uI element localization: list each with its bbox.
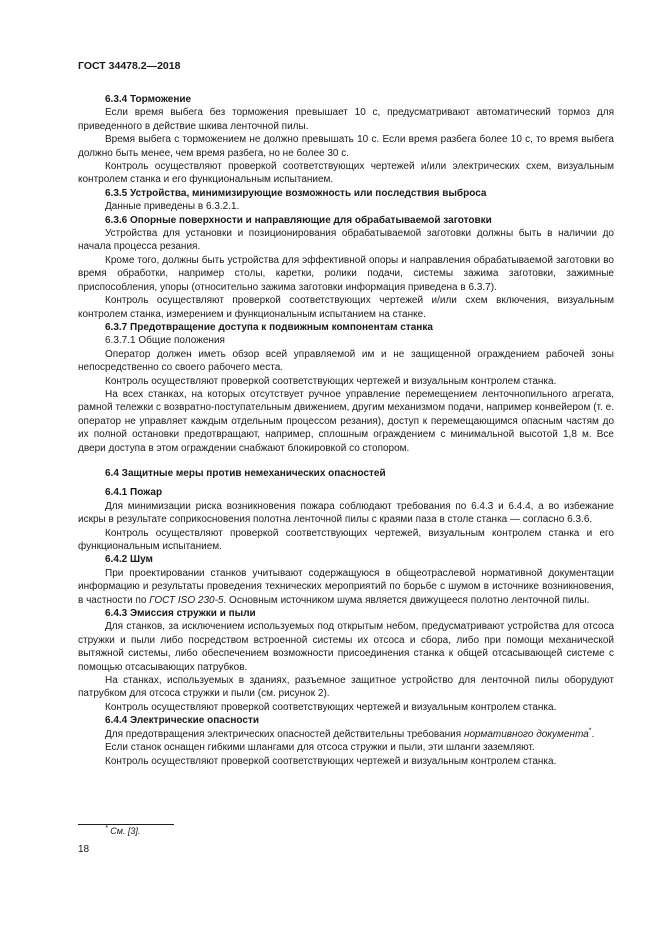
- section-heading-6-4: 6.4 Защитные меры против немеханических опасностей: [105, 467, 386, 479]
- footnote-divider: [78, 824, 174, 825]
- paragraph-text: Для предотвращения электрических опасностей действительны требования: [105, 728, 464, 740]
- section-heading-6-3-5: 6.3.5 Устройства, минимизирующие возможность или последствия выброса: [105, 187, 487, 199]
- section-heading-6-4-1: 6.4.1 Пожар: [105, 487, 163, 499]
- document-body: [78, 93, 614, 768]
- paragraph: Устройства для установки и позиционирования обрабатываемой заготовки должны быть в наличии до начала процесса резания.: [78, 228, 614, 253]
- footnote: [105, 826, 140, 836]
- paragraph: Контроль осуществляют проверкой соответствующих чертежей и/или схем включения, визуальным контролем станка, измерением и функциональным испытанием на станке.: [78, 295, 614, 320]
- paragraph: Контроль осуществляют проверкой соответствующих чертежей и визуальным контролем станка.: [105, 755, 557, 767]
- paragraph: Контроль осуществляют проверкой соответствующих чертежей и визуальным контролем станка.: [105, 701, 557, 713]
- paragraph: Данные приведены в 6.3.2.1.: [105, 201, 240, 213]
- paragraph-text: . Основным источником шума является движущееся полотно ленточной пилы.: [223, 594, 590, 606]
- section-heading-6-4-3: 6.4.3 Эмиссия стружки и пыли: [105, 608, 256, 620]
- paragraph: Для минимизации риска возникновения пожара соблюдают требования по 6.4.3 и 6.4.4, а во избежание искры в результате соприкосновения полотна ленточной пилы с краями паза в столе станка — согласно 6.3.6.: [78, 500, 614, 526]
- section-heading-6-4-4: 6.4.4 Электрические опасности: [105, 715, 260, 727]
- footnote-text: См. [3].: [110, 826, 141, 836]
- paragraph: На станках, используемых в зданиях, разъемное защитное устройство для ленточной пилы оборудуют патрубком для отсоса стружки и пыли (см. рисунок 2).: [78, 675, 614, 700]
- paragraph: Контроль осуществляют проверкой соответствующих чертежей и визуальным контролем станка.: [105, 375, 557, 387]
- paragraph: Оператор должен иметь обзор всей управляемой им и не защищенной ограждением рабочей зоны непосредственно со своего рабочего места.: [78, 348, 614, 374]
- document-header: ГОСТ 34478.2—2018: [78, 60, 181, 72]
- paragraph: [78, 728, 614, 741]
- paragraph: Если время выбега без торможения превышает 10 с, предусматривают автоматический тормоз для приведенного в действие шкива ленточной пилы.: [78, 107, 614, 132]
- footnote-marker: *: [105, 825, 108, 832]
- paragraph: Кроме того, должны быть устройства для эффективной опоры и направления обрабатываемой заготовки во время обработки, например столы, каретки, ролики подачи, системы зажима заготовки, зажимные приспособления, упоры (относительно зажима заготовки информация приведена в 6.3.7).: [78, 254, 614, 293]
- paragraph: Если станок оснащен гибкими шлангами для отсоса стружки и пыли, эти шланги заземляют.: [105, 742, 535, 754]
- section-heading-6-3-6: 6.3.6 Опорные поверхности и направляющие для обрабатываемой заготовки: [105, 214, 492, 226]
- paragraph: Контроль осуществляют проверкой соответствующих чертежей и/или электрических схем, визуальным контролем станка и его функциональным испытанием.: [78, 161, 614, 186]
- section-heading-6-4-2: 6.4.2 Шум: [105, 554, 153, 566]
- paragraph: Время выбега с торможением не должно превышать 10 с. Если время разбега более 10 с, то время выбега должно быть менее, чем время разбега, но не более 30 с.: [78, 134, 614, 159]
- normative-document-reference: нормативного документа: [463, 728, 589, 740]
- section-heading-6-3-7: 6.3.7 Предотвращение доступа к подвижным компонентам станка: [105, 321, 433, 333]
- paragraph: Для станков, за исключением используемых под открытым небом, предусматривают устройства для отсоса стружки и пыли либо посредством встроенной системы их отсоса и сбора, либо при помощи механической вытяжной системы, либо обеспечением возможности присоединения станка к общей отсасывающей системе с помощью отсасывающих патрубков.: [78, 621, 614, 673]
- footnote-marker: *: [588, 727, 592, 735]
- subsection-heading-6-3-7-1: 6.3.7.1 Общие положения: [105, 335, 225, 347]
- paragraph: Контроль осуществляют проверкой соответствующих чертежей, визуальным контролем станка и его функциональным испытанием.: [78, 527, 614, 552]
- section-heading-6-3-4: 6.3.4 Торможение: [105, 94, 192, 105]
- paragraph-text: .: [591, 728, 595, 740]
- page-number: 18: [78, 844, 90, 855]
- paragraph-text: При проектировании станков учитывают содержащуюся в общеотраслевой нормативной документации информацию и результаты проведения технических мероприятий по борьбе с шумом в источнике возникновения, в частности по: [78, 567, 614, 606]
- standard-reference: ГОСТ ISO 230-5: [149, 594, 224, 606]
- paragraph: На всех станках, на которых отсутствует ручное управление перемещением ленточнопильного агрегата, рамной тележки с возвратно-поступательным движением, другим механизмом подачи, например конвейером (т. е. оператор не управляет каждым отдельным процессом резания), доступ к перемещающимся опасным частям до их полной остановки предотвращают, например, сплошным ограждением с минимальной высотой 1,8 м. Все двери доступа в этом ограждении снабжают блокировкой со стопором.: [78, 388, 614, 454]
- paragraph: [78, 567, 614, 607]
